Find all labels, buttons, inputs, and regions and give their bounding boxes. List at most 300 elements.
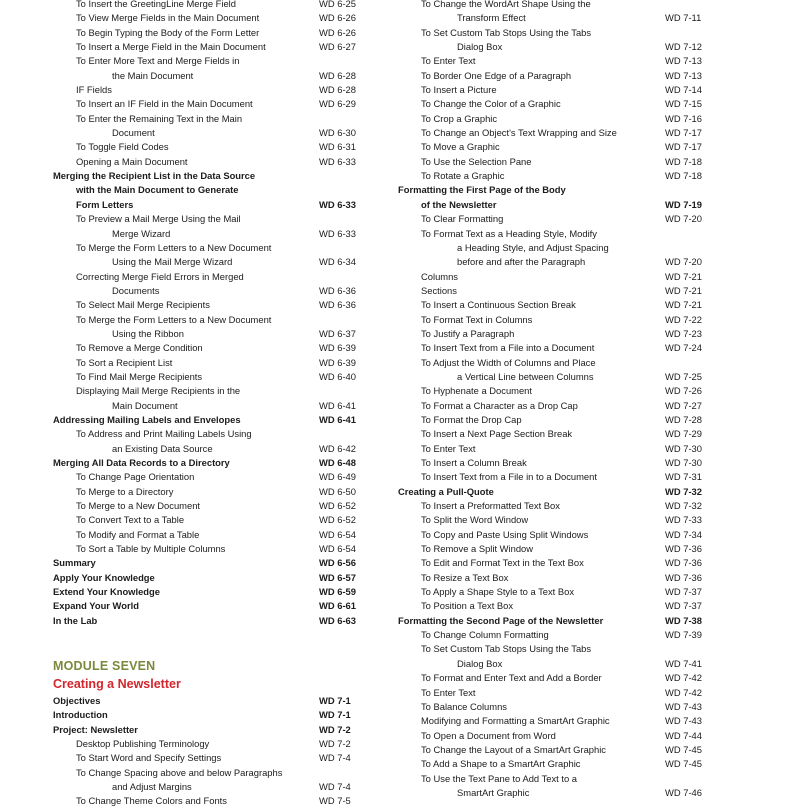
toc-entry-title: To Sort a Table by Multiple Columns bbox=[76, 543, 226, 555]
toc-page-number: WD 7-30 bbox=[665, 442, 702, 454]
toc-entry-title: To Hyphenate a Document bbox=[421, 385, 533, 397]
toc-entry-row bbox=[398, 585, 715, 599]
toc-entry-row bbox=[398, 657, 715, 671]
toc-entry-title: To Change the WordArt Shape Using the bbox=[421, 0, 591, 9]
toc-page-number: WD 7-2 bbox=[319, 737, 351, 749]
toc-entry-row bbox=[398, 413, 715, 427]
toc-page-number: WD 7-18 bbox=[665, 155, 702, 167]
toc-entry-row bbox=[398, 227, 715, 241]
toc-entry-title: Dialog Box bbox=[457, 41, 503, 53]
toc-entry-title: Project: Newsletter bbox=[53, 723, 138, 735]
toc-entry-title: To Enter the Remaining Text in the Main bbox=[76, 112, 243, 124]
toc-entry-row bbox=[53, 356, 371, 370]
toc-entry-title: a Heading Style, and Adjust Spacing bbox=[457, 241, 609, 253]
toc-page-number: WD 6-25 bbox=[319, 0, 356, 9]
toc-entry-title: To Merge to a Directory bbox=[76, 485, 174, 497]
toc-page-number: WD 7-4 bbox=[319, 752, 351, 764]
toc-entry-title: To Change Theme Colors and Fonts bbox=[76, 795, 227, 807]
toc-page-number: WD 7-42 bbox=[665, 672, 702, 684]
toc-page-number: WD 6-26 bbox=[319, 26, 356, 38]
toc-entry-title: To Insert a Merge Field in the Main Document bbox=[76, 41, 266, 53]
toc-entry-row bbox=[53, 427, 371, 441]
toc-entry-title: To Insert Text from a File into a Document bbox=[421, 342, 595, 354]
toc-entry-title: To Change Page Orientation bbox=[76, 471, 195, 483]
toc-entry-row bbox=[398, 140, 715, 154]
toc-page-number: WD 7-37 bbox=[665, 586, 702, 598]
toc-page-number: WD 7-13 bbox=[665, 69, 702, 81]
toc-entry-row bbox=[398, 427, 715, 441]
toc-entry-title: To View Merge Fields in the Main Document bbox=[76, 12, 260, 24]
toc-entry-title: Dialog Box bbox=[457, 657, 503, 669]
toc-entry-row bbox=[53, 513, 371, 527]
toc-entry-row bbox=[53, 370, 371, 384]
toc-entry-row bbox=[53, 737, 371, 751]
toc-page-number: WD 7-43 bbox=[665, 700, 702, 712]
toc-heading-row bbox=[53, 585, 371, 599]
toc-entry-title: To Toggle Field Codes bbox=[76, 141, 169, 153]
toc-entry-title: To Insert a Column Break bbox=[421, 457, 527, 468]
toc-entry-row bbox=[398, 456, 715, 470]
toc-entry-title: Introduction bbox=[53, 709, 108, 721]
toc-entry-title: To Change Spacing above and below Paragraphs bbox=[76, 766, 283, 778]
toc-page-number: WD 7-17 bbox=[665, 127, 702, 139]
toc-page-number: WD 7-15 bbox=[665, 98, 702, 110]
toc-entry-title: To Apply a Shape Style to a Text Box bbox=[421, 586, 575, 598]
toc-page-number: WD 7-4 bbox=[319, 780, 351, 792]
toc-heading-row bbox=[398, 614, 715, 628]
toc-page-number: WD 7-13 bbox=[665, 55, 702, 67]
toc-entry-title: Formatting the Second Page of the Newsletter bbox=[398, 614, 604, 626]
toc-entry-row bbox=[53, 0, 371, 11]
toc-entry-row bbox=[398, 69, 715, 83]
toc-entry-row bbox=[53, 69, 371, 83]
toc-entry-row bbox=[398, 313, 715, 327]
toc-entry-title: Documents bbox=[112, 284, 160, 296]
toc-entry-title: To Balance Columns bbox=[421, 700, 507, 712]
toc-entry-title: Merging the Recipient List in the Data Source bbox=[53, 170, 256, 182]
toc-entry-row bbox=[398, 155, 715, 169]
toc-entry-title: To Select Mail Merge Recipients bbox=[76, 299, 210, 311]
toc-page-number: WD 6-34 bbox=[319, 256, 356, 268]
toc-entry-title: Summary bbox=[53, 557, 96, 569]
toc-entry-title: To Insert a Picture bbox=[421, 84, 497, 96]
toc-heading-row bbox=[53, 614, 371, 628]
toc-entry-row bbox=[398, 542, 715, 556]
toc-entry-title: To Edit and Format Text in the Text Box bbox=[421, 557, 584, 569]
module-title: MODULE SEVEN bbox=[53, 658, 156, 673]
toc-page-number: WD 6-39 bbox=[319, 342, 356, 354]
toc-entry-title: Columns bbox=[421, 270, 458, 282]
toc-entry-row bbox=[398, 442, 715, 456]
toc-page-number: WD 6-41 bbox=[319, 413, 356, 425]
toc-entry-row bbox=[53, 255, 371, 269]
toc-page-number: WD 7-43 bbox=[665, 715, 702, 727]
toc-heading-row bbox=[398, 183, 715, 197]
toc-heading-row bbox=[398, 485, 715, 499]
toc-page-number: WD 7-36 bbox=[665, 543, 702, 555]
toc-entry-row bbox=[398, 671, 715, 685]
toc-heading-row bbox=[53, 723, 371, 737]
toc-entry-title: Creating a Pull-Quote bbox=[398, 485, 494, 497]
toc-entry-row bbox=[53, 54, 371, 68]
toc-entry-title: To Resize a Text Box bbox=[421, 571, 509, 583]
toc-entry-row bbox=[398, 700, 715, 714]
toc-page-number: WD 7-5 bbox=[319, 795, 351, 807]
toc-heading-row bbox=[53, 599, 371, 613]
toc-page-number: WD 6-49 bbox=[319, 471, 356, 483]
toc-entry-row bbox=[53, 298, 371, 312]
toc-entry-title: Merging All Data Records to a Directory bbox=[53, 457, 230, 468]
toc-page-number: WD 7-14 bbox=[665, 84, 702, 96]
toc-entry-title: To Modify and Format a Table bbox=[76, 528, 200, 540]
toc-page-number: WD 6-36 bbox=[319, 299, 356, 311]
toc-page-number: WD 7-33 bbox=[665, 514, 702, 526]
toc-entry-title: Sections bbox=[421, 284, 457, 296]
toc-entry-title: a Vertical Line between Columns bbox=[457, 370, 594, 382]
toc-page-number: WD 7-22 bbox=[665, 313, 702, 325]
toc-entry-title: To Copy and Paste Using Split Windows bbox=[421, 528, 589, 540]
toc-entry-row bbox=[398, 772, 715, 786]
toc-entry-row bbox=[53, 313, 371, 327]
toc-entry-title: Correcting Merge Field Errors in Merged bbox=[76, 270, 244, 282]
toc-entry-title: SmartArt Graphic bbox=[457, 786, 530, 798]
toc-entry-row bbox=[53, 155, 371, 169]
toc-entry-row bbox=[398, 399, 715, 413]
toc-entry-row bbox=[398, 26, 715, 40]
toc-heading-row bbox=[53, 556, 371, 570]
toc-entry-row bbox=[398, 11, 715, 25]
toc-entry-row bbox=[398, 255, 715, 269]
toc-entry-title: To Rotate a Graphic bbox=[421, 170, 505, 182]
toc-page-number: WD 6-48 bbox=[319, 457, 356, 468]
toc-page-number: WD 7-20 bbox=[665, 256, 702, 268]
toc-entry-row bbox=[53, 542, 371, 556]
toc-entry-row bbox=[398, 528, 715, 542]
toc-entry-row bbox=[398, 642, 715, 656]
toc-right-entries bbox=[398, 0, 715, 800]
toc-page-number: WD 7-38 bbox=[665, 614, 702, 626]
toc-entry-row bbox=[53, 751, 371, 765]
toc-entry-title: the Main Document bbox=[112, 69, 194, 81]
toc-entry-row bbox=[398, 714, 715, 728]
toc-entry-title: To Start Word and Specify Settings bbox=[76, 752, 222, 764]
toc-entry-row bbox=[53, 794, 371, 808]
toc-page-number: WD 7-24 bbox=[665, 342, 702, 354]
toc-entry-row bbox=[398, 628, 715, 642]
toc-entry-title: To Address and Print Mailing Labels Using bbox=[76, 428, 252, 440]
toc-page-number: WD 6-27 bbox=[319, 41, 356, 53]
toc-entry-row bbox=[398, 556, 715, 570]
toc-page-number: WD 6-41 bbox=[319, 399, 356, 411]
toc-entry-row bbox=[398, 0, 715, 11]
toc-page-number: WD 7-23 bbox=[665, 327, 702, 339]
toc-entry-title: To Crop a Graphic bbox=[421, 112, 498, 124]
toc-entry-title: To Insert Text from a File in to a Document bbox=[421, 471, 597, 483]
toc-entry-row bbox=[53, 284, 371, 298]
toc-page-number: WD 7-11 bbox=[665, 12, 702, 24]
toc-entry-title: IF Fields bbox=[76, 84, 112, 96]
toc-entry-title: To Set Custom Tab Stops Using the Tabs bbox=[421, 643, 592, 655]
toc-entry-row bbox=[53, 140, 371, 154]
toc-entry-row bbox=[398, 112, 715, 126]
toc-page-number: WD 6-52 bbox=[319, 500, 356, 512]
toc-entry-title: To Add a Shape to a SmartArt Graphic bbox=[421, 758, 581, 770]
toc-entry-row bbox=[53, 212, 371, 226]
toc-entry-title: To Remove a Merge Condition bbox=[76, 342, 203, 354]
toc-page-number: WD 6-52 bbox=[319, 514, 356, 526]
toc-heading-row bbox=[53, 198, 371, 212]
toc-entry-row bbox=[53, 227, 371, 241]
toc-page-number: WD 6-57 bbox=[319, 571, 356, 583]
toc-entry-title: In the Lab bbox=[53, 614, 98, 626]
toc-entry-title: Expand Your World bbox=[53, 600, 139, 612]
toc-page-number: WD 7-21 bbox=[665, 284, 702, 296]
toc-entry-title: To Enter More Text and Merge Fields in bbox=[76, 55, 240, 67]
toc-page-number: WD 7-1 bbox=[319, 694, 351, 706]
toc-page-number: WD 7-26 bbox=[665, 385, 702, 397]
toc-entry-row bbox=[398, 54, 715, 68]
toc-entry-title: To Enter Text bbox=[421, 55, 476, 67]
toc-entry-row bbox=[398, 786, 715, 800]
toc-page-number: WD 6-63 bbox=[319, 614, 356, 626]
toc-entry-row bbox=[398, 169, 715, 183]
toc-page-number: WD 6-30 bbox=[319, 127, 356, 139]
toc-entry-title: To Remove a Split Window bbox=[421, 543, 534, 555]
toc-entry-title: Using the Ribbon bbox=[112, 327, 184, 339]
toc-entry-row bbox=[53, 40, 371, 54]
toc-heading-row bbox=[53, 708, 371, 722]
toc-page-number: WD 7-31 bbox=[665, 471, 702, 483]
toc-entry-title: To Adjust the Width of Columns and Place bbox=[421, 356, 596, 368]
toc-page-number: WD 7-42 bbox=[665, 686, 702, 698]
toc-entry-row bbox=[53, 528, 371, 542]
toc-entry-row bbox=[53, 499, 371, 513]
toc-entry-row bbox=[398, 284, 715, 298]
toc-page-number: WD 7-16 bbox=[665, 112, 702, 124]
toc-left-entries bbox=[53, 0, 371, 628]
toc-entry-title: To Use the Selection Pane bbox=[421, 155, 532, 167]
toc-entry-row bbox=[398, 40, 715, 54]
toc-page-number: WD 7-45 bbox=[665, 743, 702, 755]
toc-page-number: WD 7-37 bbox=[665, 600, 702, 612]
toc-page-number: WD 7-41 bbox=[665, 657, 702, 669]
toc-entry-row bbox=[53, 83, 371, 97]
toc-entry-row bbox=[398, 571, 715, 585]
section-gap bbox=[53, 628, 371, 642]
toc-entry-title: To Preview a Mail Merge Using the Mail bbox=[76, 213, 241, 225]
toc-entry-row bbox=[53, 126, 371, 140]
toc-entry-title: To Merge the Form Letters to a New Document bbox=[76, 241, 272, 253]
toc-entry-title: To Insert a Continuous Section Break bbox=[421, 299, 576, 311]
toc-heading-row bbox=[53, 413, 371, 427]
toc-entry-title: To Insert a Preformatted Text Box bbox=[421, 500, 560, 512]
toc-entry-title: To Format and Enter Text and Add a Border bbox=[421, 672, 602, 684]
toc-entry-row bbox=[53, 470, 371, 484]
toc-page-number: WD 7-12 bbox=[665, 41, 702, 53]
toc-entry-title: To Split the Word Window bbox=[421, 514, 529, 526]
toc-page-number: WD 7-25 bbox=[665, 370, 702, 382]
toc-entry-title: To Find Mail Merge Recipients bbox=[76, 370, 203, 382]
toc-page-number: WD 6-56 bbox=[319, 557, 356, 569]
toc-page-number: WD 7-19 bbox=[665, 198, 702, 210]
toc-entry-title: To Change an Object's Text Wrapping and Size bbox=[421, 127, 617, 139]
toc-entry-row bbox=[53, 384, 371, 398]
toc-entry-title: To Begin Typing the Body of the Form Letter bbox=[76, 26, 260, 38]
toc-entry-row bbox=[53, 341, 371, 355]
toc-page-number: WD 7-20 bbox=[665, 213, 702, 225]
toc-page-number: WD 7-46 bbox=[665, 786, 702, 798]
toc-entry-title: To Move a Graphic bbox=[421, 141, 500, 153]
toc-entry-row bbox=[398, 513, 715, 527]
toc-entry-title: To Enter Text bbox=[421, 442, 476, 454]
toc-entry-row bbox=[398, 743, 715, 757]
toc-entry-title: To Format the Drop Cap bbox=[421, 413, 522, 425]
toc-entry-title: Desktop Publishing Terminology bbox=[76, 737, 210, 749]
toc-entry-title: Modifying and Formatting a SmartArt Graphic bbox=[421, 715, 610, 727]
toc-entry-row bbox=[53, 442, 371, 456]
toc-entry-title: an Existing Data Source bbox=[112, 442, 213, 454]
toc-page-number: WD 7-27 bbox=[665, 399, 702, 411]
toc-entry-row bbox=[398, 97, 715, 111]
toc-entry-title: To Justify a Paragraph bbox=[421, 327, 515, 339]
toc-entry-title: Apply Your Knowledge bbox=[53, 571, 155, 583]
toc-page-number: WD 6-33 bbox=[319, 155, 356, 167]
toc-page-number: WD 6-54 bbox=[319, 543, 356, 555]
toc-page-number: WD 7-39 bbox=[665, 629, 702, 641]
toc-entry-title: To Enter Text bbox=[421, 686, 476, 698]
toc-entry-row bbox=[53, 327, 371, 341]
toc-page-number: WD 7-32 bbox=[665, 500, 702, 512]
module-subtitle: Creating a Newsletter bbox=[53, 676, 181, 691]
toc-entry-title: To Format a Character as a Drop Cap bbox=[421, 399, 578, 411]
toc-entry-title: Formatting the First Page of the Body bbox=[398, 184, 566, 196]
toc-entry-row bbox=[398, 212, 715, 226]
toc-entry-title: of the Newsletter bbox=[421, 198, 497, 210]
toc-entry-title: To Format Text as a Heading Style, Modify bbox=[421, 227, 597, 239]
toc-entry-row bbox=[53, 399, 371, 413]
toc-page-number: WD 7-45 bbox=[665, 758, 702, 770]
toc-entry-title: To Merge the Form Letters to a New Document bbox=[76, 313, 272, 325]
toc-entry-row bbox=[398, 341, 715, 355]
toc-entry-row bbox=[398, 686, 715, 700]
toc-entry-title: Document bbox=[112, 127, 155, 139]
toc-entry-row bbox=[53, 26, 371, 40]
toc-entry-title: To Convert Text to a Table bbox=[76, 514, 185, 526]
section-gap bbox=[53, 642, 371, 656]
toc-page-number: WD 7-18 bbox=[665, 170, 702, 182]
toc-entry-row bbox=[398, 757, 715, 771]
toc-page-number: WD 7-44 bbox=[665, 729, 702, 741]
toc-heading-row bbox=[53, 694, 371, 708]
toc-page-number: WD 7-34 bbox=[665, 528, 702, 540]
toc-page-number: WD 6-33 bbox=[319, 227, 356, 239]
toc-entry-row bbox=[398, 499, 715, 513]
toc-entry-title: To Use the Text Pane to Add Text to a bbox=[421, 772, 577, 784]
toc-entry-row bbox=[398, 356, 715, 370]
toc-page-number: WD 7-21 bbox=[665, 299, 702, 311]
toc-entry-title: Form Letters bbox=[76, 198, 134, 210]
toc-entry-row bbox=[53, 485, 371, 499]
toc-entry-title: To Change Column Formatting bbox=[421, 629, 549, 641]
toc-entry-row bbox=[398, 298, 715, 312]
toc-entry-row bbox=[53, 780, 371, 794]
toc-entry-title: To Insert a Next Page Section Break bbox=[421, 428, 573, 440]
toc-page-number: WD 6-59 bbox=[319, 586, 356, 598]
toc-heading-row bbox=[53, 571, 371, 585]
toc-module-entries bbox=[53, 694, 371, 809]
toc-page-number: WD 6-61 bbox=[319, 600, 356, 612]
toc-page-number: WD 6-42 bbox=[319, 442, 356, 454]
toc-entry-row bbox=[398, 470, 715, 484]
toc-entry-title: To Format Text in Columns bbox=[421, 313, 533, 325]
toc-page-number: WD 7-2 bbox=[319, 723, 351, 735]
toc-entry-title: Using the Mail Merge Wizard bbox=[112, 256, 233, 268]
toc-entry-row bbox=[53, 11, 371, 25]
toc-entry-row bbox=[398, 384, 715, 398]
toc-page-number: WD 7-28 bbox=[665, 413, 702, 425]
toc-entry-title: To Set Custom Tab Stops Using the Tabs bbox=[421, 26, 592, 38]
toc-page-number: WD 6-40 bbox=[319, 370, 356, 382]
toc-entry-row bbox=[398, 327, 715, 341]
toc-page-number: WD 6-50 bbox=[319, 485, 356, 497]
toc-entry-title: Objectives bbox=[53, 694, 101, 706]
toc-entry-row bbox=[53, 112, 371, 126]
toc-entry-row bbox=[53, 241, 371, 255]
toc-heading-row bbox=[53, 169, 371, 183]
toc-page-number: WD 7-17 bbox=[665, 141, 702, 153]
toc-page-number: WD 6-54 bbox=[319, 528, 356, 540]
toc-page-number: WD 6-36 bbox=[319, 284, 356, 296]
toc-entry-row bbox=[53, 97, 371, 111]
toc-entry-row bbox=[398, 270, 715, 284]
toc-entry-title: Opening a Main Document bbox=[76, 155, 188, 167]
toc-entry-row bbox=[398, 599, 715, 613]
toc-entry-title: To Clear Formatting bbox=[421, 213, 504, 225]
toc-page-number: WD 7-30 bbox=[665, 457, 702, 468]
toc-page-number: WD 7-36 bbox=[665, 571, 702, 583]
toc-entry-title: To Merge to a New Document bbox=[76, 500, 201, 512]
toc-entry-row bbox=[398, 126, 715, 140]
toc-heading-row bbox=[53, 456, 371, 470]
toc-entry-title: with the Main Document to Generate bbox=[76, 184, 239, 196]
toc-entry-title: and Adjust Margins bbox=[112, 780, 192, 792]
toc-entry-title: To Change the Layout of a SmartArt Graphic bbox=[421, 743, 606, 755]
toc-entry-title: To Border One Edge of a Paragraph bbox=[421, 69, 572, 81]
toc-entry-row bbox=[398, 370, 715, 384]
toc-heading-row bbox=[53, 183, 371, 197]
toc-entry-row bbox=[398, 83, 715, 97]
toc-page-number: WD 6-39 bbox=[319, 356, 356, 368]
toc-entry-title: Transform Effect bbox=[457, 12, 526, 24]
toc-page-number: WD 6-28 bbox=[319, 69, 356, 81]
toc-page-number: WD 7-32 bbox=[665, 485, 702, 497]
toc-entry-row bbox=[398, 241, 715, 255]
toc-page-number: WD 6-28 bbox=[319, 84, 356, 96]
toc-page-number: WD 7-29 bbox=[665, 428, 702, 440]
toc-entry-title: Addressing Mailing Labels and Envelopes bbox=[53, 413, 241, 425]
toc-page-number: WD 6-33 bbox=[319, 198, 356, 210]
toc-entry-title: To Position a Text Box bbox=[421, 600, 514, 612]
toc-entry-title: before and after the Paragraph bbox=[457, 256, 586, 268]
toc-entry-title: To Insert an IF Field in the Main Document bbox=[76, 98, 253, 110]
toc-entry-title: Extend Your Knowledge bbox=[53, 586, 160, 598]
toc-page-number: WD 6-37 bbox=[319, 327, 356, 339]
toc-entry-title: To Change the Color of a Graphic bbox=[421, 98, 561, 110]
toc-entry-title: To Open a Document from Word bbox=[421, 729, 556, 741]
toc-page-number: WD 7-36 bbox=[665, 557, 702, 569]
toc-heading-row bbox=[398, 198, 715, 212]
toc-entry-title: Displaying Mail Merge Recipients in the bbox=[76, 385, 241, 397]
